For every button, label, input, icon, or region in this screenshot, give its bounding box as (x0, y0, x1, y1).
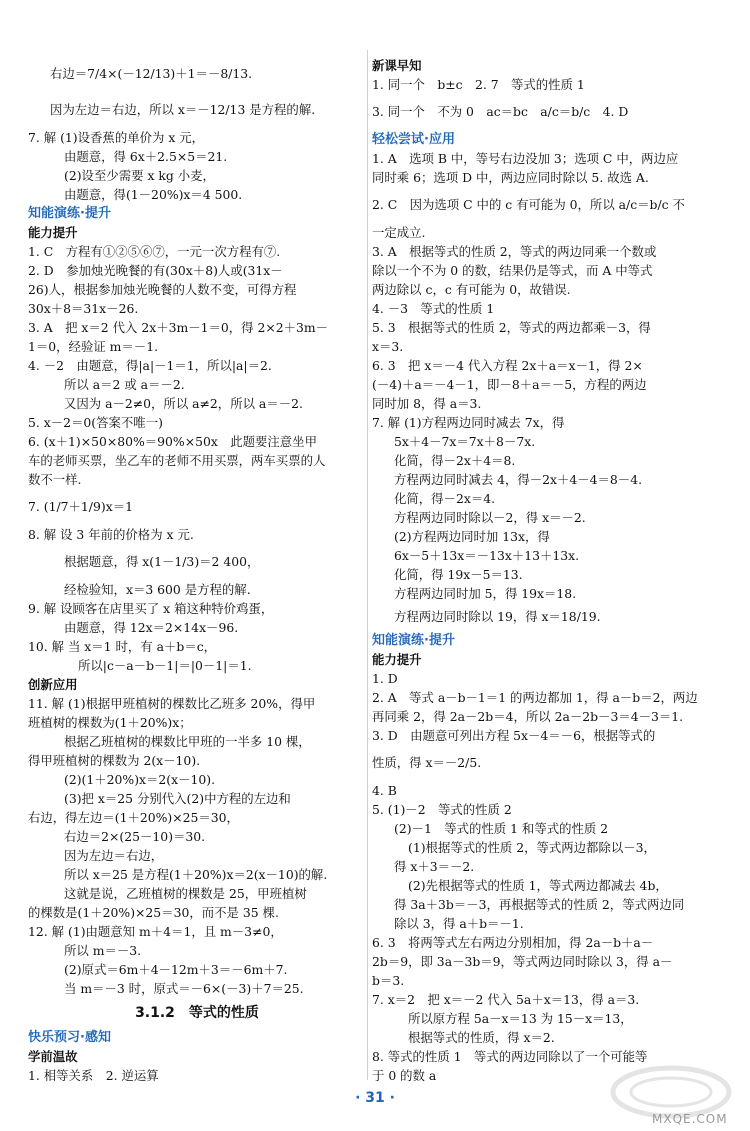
answer-line: 7. (1/7＋1/9)x＝1 (28, 499, 133, 514)
answer-line: (2)设至少需要 x kg 小麦， (64, 168, 215, 183)
answer-line: 的棵数是(1＋20%)×25＝30，而不是 35 棵. (28, 905, 279, 920)
answer-line: 4. －2 由题意，得|a|－1＝1，所以|a|＝2. (28, 358, 272, 373)
answer-line: 数不一样. (28, 472, 82, 487)
answer-line: 30x＋8＝31x－26. (28, 301, 139, 316)
answer-line: 于 0 的数 a (372, 1068, 437, 1083)
answer-line: 车的老师买票，坐乙车的老师不用买票，两车买票的人 (28, 453, 326, 468)
section-heading: 轻松尝试·应用 (372, 132, 455, 147)
answer-line: 因为左边＝右边， (64, 848, 164, 863)
answer-line: 1. 同一个 b±c 2. 7 等式的性质 1 (372, 77, 585, 92)
answer-line: 2. C 因为选项 C 中的 c 有可能为 0，所以 a/c＝b/c 不 (372, 197, 685, 212)
answer-line: 4. B (372, 783, 397, 798)
answer-line: 得 3a＋3b＝－3，再根据等式的性质 2，等式两边同 (394, 897, 685, 912)
answer-line: 2. A 等式 a－b－1＝1 的两边都加 1，得 a－b＝2，两边 (372, 690, 698, 705)
section-heading: 新课早知 (372, 58, 422, 73)
answer-line: 方程两边同时加 5，得 19x＝18. (394, 586, 577, 601)
answer-line: 根据乙班植树的棵数比甲班的一半多 10 棵， (64, 734, 311, 749)
answer-line: 化简，得 19x－5＝13. (394, 567, 523, 582)
answer-line: x＝3. (372, 339, 404, 354)
answer-line: 除以一个不为 0 的数，结果仍是等式，而 A 中等式 (372, 263, 653, 278)
answer-line: (2)－1 等式的性质 1 和等式的性质 2 (394, 821, 609, 836)
answer-line: 方程两边同时减去 4，得－2x＋4－4＝8－4. (394, 472, 643, 487)
answer-line: 两边除以 c，c 有可能为 0，故错误. (372, 282, 571, 297)
answer-line: 6. 3 把 x＝－4 代入方程 2x＋a＝x－1，得 2× (372, 358, 643, 373)
answer-line: 12. 解 (1)由题意知 m＋4＝1，且 m－3≠0， (28, 924, 283, 939)
answer-line: 所以|c－a－b－1|＝|0－1|＝1. (78, 658, 252, 673)
answer-line: 化简，得－2x＋4＝8. (394, 453, 516, 468)
answer-line: 3. D 由题意可列出方程 5x－4＝－6，根据等式的 (372, 728, 656, 743)
answer-line: 所以 x＝25 是方程(1＋20%)x＝2(x－10)的解. (64, 867, 328, 882)
answer-line: 1. A 选项 B 中，等号右边没加 3；选项 C 中，两边应 (372, 151, 679, 166)
column-divider (367, 50, 368, 1080)
answer-line: 10. 解 当 x＝1 时，有 a＋b＝c， (28, 639, 217, 654)
answer-line: 3. A 根据等式的性质 2，等式的两边同乘一个数或 (372, 244, 657, 259)
answer-line: 根据题意，得 x(1－1/3)＝2 400， (64, 554, 260, 569)
answer-line: 经检验知，x＝3 600 是方程的解. (64, 582, 251, 597)
answer-line: 7. 解 (1)方程两边同时减去 7x，得 (372, 415, 565, 430)
section-heading: 快乐预习·感知 (28, 1030, 111, 1045)
answer-line: 所以 m＝－3. (64, 943, 142, 958)
section-heading: 知能演练·提升 (372, 633, 455, 648)
answer-line: 根据等式的性质，得 x＝2. (408, 1030, 555, 1045)
answer-line: 1. 相等关系 2. 逆运算 (28, 1068, 159, 1083)
answer-line: 1. C 方程有①②⑤⑥⑦，一元一次方程有⑦. (28, 244, 281, 259)
section-heading: 能力提升 (28, 225, 78, 240)
answer-line: 4. －3 等式的性质 1 (372, 301, 495, 316)
answer-line: 得甲班植树的棵数为 2(x－10). (28, 753, 201, 768)
answer-line: 所以 a＝2 或 a＝－2. (64, 377, 185, 392)
answer-line: 当 m＝－3 时，原式＝－6×(－3)＋7＝25. (64, 981, 304, 996)
left-column (28, 56, 366, 1085)
answer-line: 得 x＋3＝－2. (394, 859, 475, 874)
answer-line: 5x＋4－7x＝7x＋8－7x. (394, 434, 536, 449)
answer-line: 9. 解 设顾客在店里买了 x 箱这种特价鸡蛋， (28, 601, 274, 616)
answer-line: 同时加 8，得 a＝3. (372, 396, 482, 411)
answer-line: 7. x＝2 把 x＝－2 代入 5a＋x＝13，得 a＝3. (372, 992, 640, 1007)
watermark-text: MXQE.COM (652, 1112, 728, 1126)
answer-line: 又因为 a－2≠0，所以 a≠2，所以 a＝－2. (64, 396, 303, 411)
answer-line: 2. D 参加烛光晚餐的有(30x＋8)人或(31x－ (28, 263, 283, 278)
answer-line: 右边＝7/4×(－12/13)＋1＝－8/13. (50, 66, 253, 81)
answer-line: (2)原式＝6m＋4－12m＋3＝－6m＋7. (64, 962, 288, 977)
answer-line: 右边，得左边＝(1＋20%)×25＝30， (28, 810, 239, 825)
page-number: · 31 · (355, 1090, 395, 1106)
answer-line: 因为左边＝右边，所以 x＝－12/13 是方程的解. (50, 102, 316, 117)
answer-line: 8. 等式的性质 1 等式的两边同除以了一个可能等 (372, 1049, 648, 1064)
answer-line: 8. 解 设 3 年前的价格为 x 元. (28, 527, 194, 542)
answer-line: 7. 解 (1)设香蕉的单价为 x 元， (28, 130, 205, 145)
answer-line: 6. (x＋1)×50×80%＝90%×50x 此题要注意坐甲 (28, 434, 317, 449)
answer-line: (1)根据等式的性质 2，等式两边都除以－3， (408, 840, 656, 855)
answer-line: 26)人，根据参加烛光晚餐的人数不变，可得方程 (28, 282, 297, 297)
answer-line: 化简，得－2x＝4. (394, 491, 496, 506)
answer-line: 再同乘 2，得 2a－2b＝4，所以 2a－2b－3＝4－3＝1. (372, 709, 684, 724)
section-heading: 学前温故 (28, 1049, 78, 1064)
section-heading: 创新应用 (28, 677, 78, 692)
answer-line: 1＝0，经验证 m＝－1. (28, 339, 159, 354)
section-title: 3.1.2 等式的性质 (135, 1005, 259, 1021)
section-heading: 知能演练·提升 (28, 206, 111, 221)
answer-line: 5. 3 根据等式的性质 2，等式的两边都乘－3，得 (372, 320, 651, 335)
answer-line: 5. x－2＝0(答案不唯一) (28, 415, 163, 430)
answer-line: 3. A 把 x＝2 代入 2x＋3m－1＝0，得 2×2＋3m－ (28, 320, 329, 335)
right-column (372, 56, 722, 1085)
answer-line: b＝3. (372, 973, 405, 988)
answer-line: (3)把 x＝25 分别代入(2)中方程的左边和 (64, 791, 291, 806)
answer-line: 由题意，得 6x＋2.5×5＝21. (64, 149, 228, 164)
answer-line: 这就是说，乙班植树的棵数是 25，甲班植树 (64, 886, 307, 901)
answer-line: 同时乘 6；选项 D 中，两边应同时除以 5. 故选 A. (372, 170, 649, 185)
answer-line: 一定成立. (372, 225, 426, 240)
answer-line: 5. (1)－2 等式的性质 2 (372, 802, 512, 817)
answer-line: 2b＝9，即 3a－3b＝9，等式两边同时除以 3，得 a－ (372, 954, 673, 969)
answer-line: 1. D (372, 671, 398, 686)
section-heading: 能力提升 (372, 652, 422, 667)
answer-line: 除以 3，得 a＋b＝－1. (394, 916, 524, 931)
answer-line: 性质，得 x＝－2/5. (372, 755, 482, 770)
answer-line: 班植树的棵数为(1＋20%)x； (28, 715, 192, 730)
answer-line: 方程两边同时除以－2，得 x＝－2. (394, 510, 586, 525)
answer-line: 6. 3 将两等式左右两边分别相加，得 2a－b＋a－ (372, 935, 654, 950)
answer-line: 右边＝2×(25－10)＝30. (64, 829, 206, 844)
answer-line: (2)先根据等式的性质 1，等式两边都减去 4b， (408, 878, 668, 893)
answer-line: 3. 同一个 不为 0 ac＝bc a/c＝b/c 4. D (372, 104, 629, 119)
answer-line: 由题意，得 12x＝2×14x－96. (64, 620, 239, 635)
answer-line: 所以原方程 5a－x＝13 为 15－x＝13， (408, 1011, 633, 1026)
answer-line: 11. 解 (1)根据甲班植树的棵数比乙班多 20%，得甲 (28, 696, 316, 711)
answer-line: 6x－5＋13x＝－13x＋13＋13x. (394, 548, 580, 563)
answer-line: (2)方程两边同时加 13x，得 (394, 529, 550, 544)
answer-line: (2)(1＋20%)x＝2(x－10). (64, 772, 216, 787)
answer-line: 方程两边同时除以 19，得 x＝18/19. (394, 609, 601, 624)
answer-line: 由题意，得(1－20%)x＝4 500. (64, 187, 243, 202)
answer-line: (－4)＋a＝－4－1，即－8＋a＝－5，方程的两边 (372, 377, 647, 392)
